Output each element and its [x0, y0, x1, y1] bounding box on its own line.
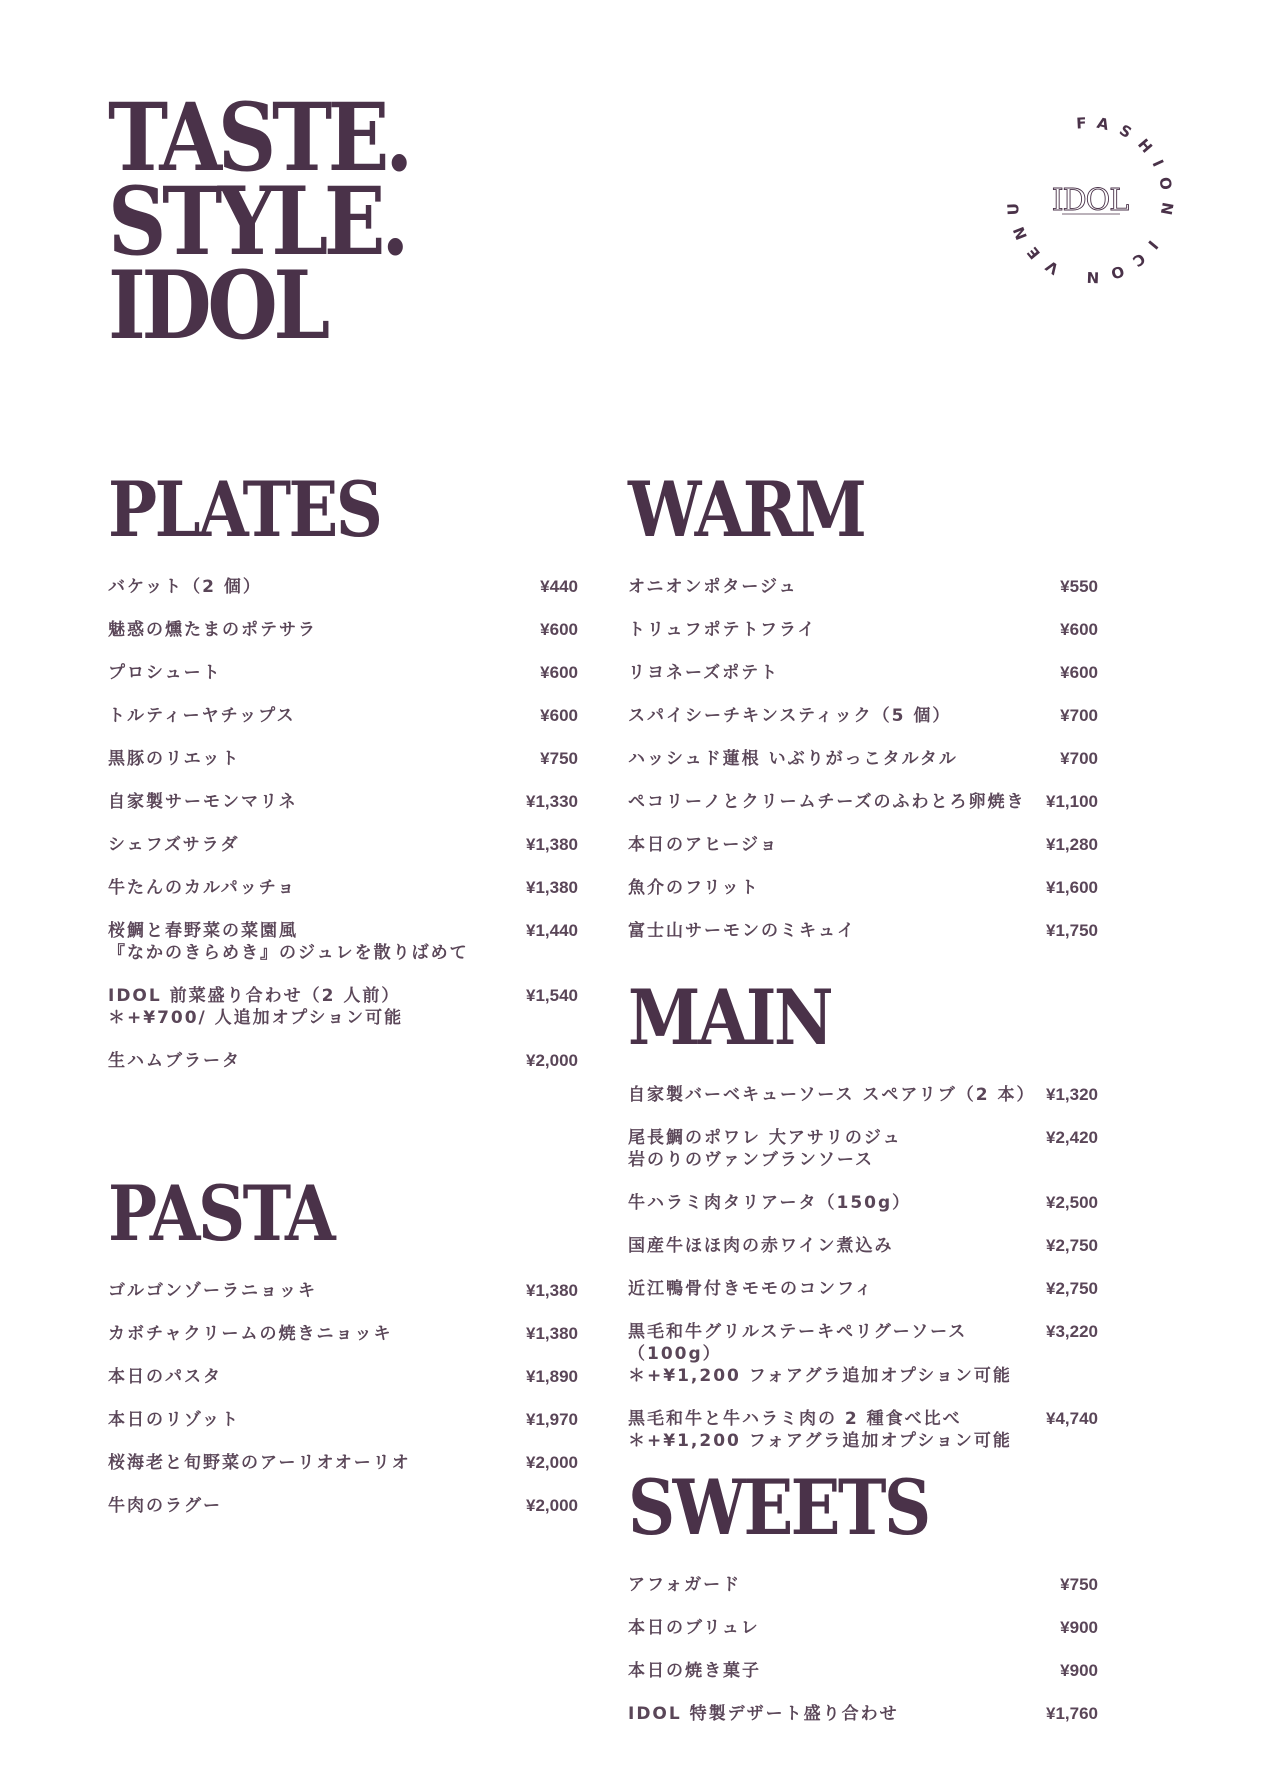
menu-item-price: ¥4,740	[1046, 1409, 1098, 1428]
badge-ring-text: FASHION ICON VENU	[1003, 113, 1177, 287]
menu-item-name: 本日のリゾット	[108, 1410, 240, 1430]
menu-item	[108, 1452, 578, 1474]
sweets-list	[628, 1574, 1098, 1725]
menu-item	[628, 705, 1098, 727]
menu-item	[628, 748, 1098, 770]
menu-item	[628, 1574, 1098, 1596]
hero-line-1: TASTE.	[108, 83, 409, 193]
menu-item-price: ¥3,220	[1046, 1322, 1098, 1341]
menu-item-name: アフォガード	[628, 1575, 742, 1595]
menu-item-price: ¥2,000	[526, 1051, 578, 1070]
menu-item	[108, 1050, 578, 1072]
sweets-section	[628, 1463, 1098, 1746]
menu-item-name: 牛たんのカルパッチョ	[108, 878, 297, 898]
menu-item-price: ¥2,750	[1046, 1236, 1098, 1255]
menu-item-name: トルティーヤチップス	[108, 706, 296, 726]
menu-item-price: ¥750	[540, 749, 578, 768]
menu-item	[108, 1280, 578, 1302]
menu-item	[108, 920, 578, 964]
menu-item	[108, 791, 578, 813]
menu-item	[628, 1278, 1098, 1300]
menu-item-name: トリュフポテトフライ	[628, 620, 817, 640]
plates-list	[108, 576, 578, 1072]
menu-item-price: ¥700	[1060, 749, 1098, 768]
menu-item-price: ¥600	[540, 706, 578, 725]
menu-item-name: 牛肉のラグー	[108, 1496, 222, 1516]
venue-badge-logo	[990, 100, 1190, 300]
menu-item	[628, 1084, 1098, 1106]
plates-section	[108, 465, 578, 1093]
plates-title: PLATES	[108, 465, 381, 554]
pasta-list	[108, 1280, 578, 1517]
menu-item	[108, 662, 578, 684]
menu-item	[108, 748, 578, 770]
badge-logo-text: IDOL	[1051, 183, 1129, 218]
menu-item-name: 尾長鯛のポワレ 大アサリのジュ 岩のりのヴァンブランソース	[628, 1128, 902, 1170]
menu-item	[108, 985, 578, 1029]
badge-svg	[990, 100, 1190, 300]
menu-item	[628, 1617, 1098, 1639]
menu-item-price: ¥1,890	[526, 1367, 578, 1386]
menu-item-price: ¥1,380	[526, 1281, 578, 1300]
warm-section	[628, 465, 1098, 963]
menu-item-name: 本日のパスタ	[108, 1367, 222, 1387]
pasta-section	[108, 1169, 578, 1538]
menu-item-name: プロシュート	[108, 663, 222, 683]
menu-item-name: IDOL 前菜盛り合わせ（2 人前） ＊+¥700/ 人追加オプション可能	[108, 986, 404, 1028]
menu-item-name: シェフズサラダ	[108, 835, 240, 855]
menu-item-price: ¥600	[540, 620, 578, 639]
menu-item-price: ¥1,600	[1046, 878, 1098, 897]
hero-line-3: IDOL	[108, 251, 326, 361]
menu-item-name: オニオンポタージュ	[628, 577, 798, 597]
menu-item-name: スパイシーチキンスティック（5 個）	[628, 706, 952, 726]
menu-item-name: ペコリーノとクリームチーズのふわとろ卵焼き	[628, 792, 1026, 812]
menu-item	[628, 576, 1098, 598]
menu-item-price: ¥1,380	[526, 878, 578, 897]
menu-item-price: ¥1,280	[1046, 835, 1098, 854]
menu-item-price: ¥2,500	[1046, 1193, 1098, 1212]
menu-item-name: 魚介のフリット	[628, 878, 760, 898]
main-list	[628, 1084, 1098, 1452]
warm-title: WARM	[628, 465, 865, 554]
menu-item-name: 牛ハラミ肉タリアータ（150g）	[628, 1193, 912, 1213]
main-title: MAIN	[628, 973, 832, 1062]
menu-item-name: 本日の焼き菓子	[628, 1661, 761, 1681]
menu-item-name: バケット（2 個）	[108, 577, 262, 597]
menu-item-name: ハッシュド蓮根 いぶりがっこタルタル	[628, 749, 958, 769]
menu-item	[108, 877, 578, 899]
menu-item	[108, 1409, 578, 1431]
menu-item	[628, 662, 1098, 684]
menu-item-price: ¥700	[1060, 706, 1098, 725]
menu-item-price: ¥600	[1060, 663, 1098, 682]
menu-item	[628, 791, 1098, 813]
menu-item-name: 生ハムブラータ	[108, 1051, 241, 1071]
pasta-title: PASTA	[108, 1169, 334, 1258]
menu-item	[108, 1495, 578, 1517]
menu-item-name: 本日のアヒージョ	[628, 835, 779, 855]
menu-item-price: ¥2,750	[1046, 1279, 1098, 1298]
warm-list	[628, 576, 1098, 942]
menu-item-name: 桜海老と旬野菜のアーリオオーリオ	[108, 1453, 411, 1473]
menu-item	[628, 1703, 1098, 1725]
menu-item-name: 富士山サーモンのミキュイ	[628, 921, 856, 941]
sweets-title: SWEETS	[628, 1463, 929, 1552]
menu-item-price: ¥900	[1060, 1661, 1098, 1680]
menu-item	[108, 576, 578, 598]
menu-item-price: ¥440	[540, 577, 578, 596]
menu-item	[108, 834, 578, 856]
menu-item-name: 本日のブリュレ	[628, 1618, 760, 1638]
menu-item-name: 黒毛和牛グリルステーキペリグーソース（100g） ＊+¥1,200 フォアグラ追加オプション可能	[628, 1322, 1012, 1386]
menu-item-price: ¥2,000	[526, 1453, 578, 1472]
hero-line-2: STYLE.	[108, 167, 406, 277]
main-section	[628, 973, 1098, 1473]
menu-item-price: ¥1,750	[1046, 921, 1098, 940]
menu-item	[628, 1660, 1098, 1682]
menu-item-name: 黒毛和牛と牛ハラミ肉の 2 種食べ比べ ＊+¥1,200 フォアグラ追加オプション可能	[628, 1409, 1012, 1451]
menu-item	[108, 619, 578, 641]
menu-item	[108, 705, 578, 727]
hero-title	[108, 83, 409, 361]
menu-item-name: 桜鯛と春野菜の菜園風 『なかのきらめき』のジュレを散りばめて	[108, 921, 469, 963]
menu-item-price: ¥1,330	[526, 792, 578, 811]
menu-item-price: ¥600	[540, 663, 578, 682]
menu-item-price: ¥750	[1060, 1575, 1098, 1594]
menu-item	[628, 920, 1098, 942]
menu-item	[108, 1366, 578, 1388]
menu-item	[628, 1127, 1098, 1171]
menu-item-name: カボチャクリームの焼きニョッキ	[108, 1324, 393, 1344]
menu-item	[628, 1408, 1098, 1452]
menu-item	[628, 877, 1098, 899]
menu-item-price: ¥1,320	[1046, 1085, 1098, 1104]
menu-item-name: ゴルゴンゾーラニョッキ	[108, 1281, 317, 1301]
menu-item	[628, 619, 1098, 641]
menu-item-name: IDOL 特製デザート盛り合わせ	[628, 1704, 899, 1724]
menu-item-price: ¥1,760	[1046, 1704, 1098, 1723]
menu-item-name: 魅惑の燻たまのポテサラ	[108, 620, 317, 640]
menu-item-price: ¥900	[1060, 1618, 1098, 1637]
menu-item-name: リヨネーズポテト	[628, 663, 780, 683]
menu-item	[628, 834, 1098, 856]
menu-item	[628, 1235, 1098, 1257]
menu-item-name: 近江鴨骨付きモモのコンフィ	[628, 1279, 874, 1299]
menu-item-name: 自家製サーモンマリネ	[108, 792, 298, 812]
menu-item-price: ¥1,380	[526, 1324, 578, 1343]
menu-item-price: ¥1,380	[526, 835, 578, 854]
menu-item-price: ¥1,440	[526, 921, 578, 940]
menu-item-name: 国産牛ほほ肉の赤ワイン煮込み	[628, 1236, 894, 1256]
menu-item-price: ¥1,970	[526, 1410, 578, 1429]
menu-item-price: ¥1,100	[1046, 792, 1098, 811]
menu-item-price: ¥2,000	[526, 1496, 578, 1515]
menu-item	[628, 1321, 1098, 1387]
menu-item	[108, 1323, 578, 1345]
menu-item-name: 自家製バーベキューソース スペアリブ（2 本）	[628, 1085, 1036, 1105]
menu-item-price: ¥2,420	[1046, 1128, 1098, 1147]
menu-item-name: 黒豚のリエット	[108, 749, 241, 769]
menu-item	[628, 1192, 1098, 1214]
menu-item-price: ¥1,540	[526, 986, 578, 1005]
menu-item-price: ¥600	[1060, 620, 1098, 639]
menu-item-price: ¥550	[1060, 577, 1098, 596]
